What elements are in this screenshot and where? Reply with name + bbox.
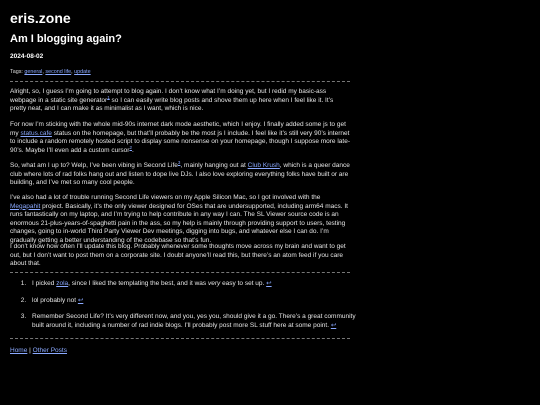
text: project. Basically, it’s the only viewer designed for OSes that are undersupported, including arm64 macs. It runs fantastically on my laptop, and I’m trying to help contribute in any way I can. The SL Viewer source code is an enormous 21-plus-years-of-spaghetti pain in the ass, so my help is mainly through providing support to users, testing changes, going to in-world Third Party Viewer Dev meetings, digging into bugs, and whatever else I can do. I’m gradually getting a better understanding of the codebase so that’s fun. xyxy=(10,202,348,244)
paragraph-aesthetic xyxy=(10,121,350,155)
divider xyxy=(10,338,350,339)
backref-link-2[interactable]: ↩ xyxy=(77,296,84,304)
backref-link-3[interactable]: ↩ xyxy=(330,321,337,329)
footnote-3 xyxy=(28,313,368,330)
footnotes-list xyxy=(10,280,368,338)
text: Alright, so, I guess I’m going to attempt to blog again. I don’t know what I’m doing yet, but I redid my basic-ass webpage in a static site generator xyxy=(10,88,327,104)
tag-link-general[interactable]: general xyxy=(24,69,43,75)
paragraph-megapahit xyxy=(10,194,350,246)
text: , mainly hanging out at xyxy=(180,162,248,169)
paragraph-intro xyxy=(10,88,350,114)
text: I’ve also had a lot of trouble running Second Life viewers on my Apple Silicon Mac, so I got involved with the xyxy=(10,194,321,201)
text: easy to set up. xyxy=(220,280,267,287)
tag-link-update[interactable]: update xyxy=(74,69,91,75)
zola-link[interactable]: zola xyxy=(56,280,69,287)
text: , which is a queer dance club where lots of rad folks hang out and listen to dope live DJs. I also love exploring everything folks have built or are building, and I’ve met so many cool people. xyxy=(10,162,350,187)
divider xyxy=(10,272,350,273)
footnote-ref-1[interactable]: 1 xyxy=(107,94,110,100)
text: For now I’m sticking with the whole mid-90s internet dark mode aesthetic, which I enjoy. I finally added some js to get my xyxy=(10,121,346,137)
status-cafe-link[interactable]: status.cafe xyxy=(20,129,52,137)
divider xyxy=(10,81,350,82)
megapahit-link[interactable]: Megapahit xyxy=(10,202,41,210)
site-title[interactable]: eris.zone xyxy=(10,10,71,26)
footer-nav xyxy=(10,347,67,356)
post-title: Am I blogging again? xyxy=(10,33,122,45)
text: lol probably not xyxy=(32,296,78,304)
paragraph-second-life xyxy=(10,159,350,188)
paragraph-update xyxy=(10,243,350,269)
footnote-2 xyxy=(28,297,368,306)
text: status on the homepage, but that’ll probably be the most js I include. I feel like it’s still very 90’s internet to include a random remotely hosted script to display some nonsense on your homepage, though I suppose more late-90’s. Maybe I’ll even add a custom cursor xyxy=(10,129,351,154)
footnote-1 xyxy=(28,280,368,289)
tag-link-second-life[interactable]: second life xyxy=(45,69,72,75)
footnote-ref-2[interactable]: 2 xyxy=(129,144,132,150)
home-link[interactable]: Home xyxy=(10,347,28,354)
backref-link-1[interactable]: ↩ xyxy=(266,280,272,287)
emphasis: very xyxy=(207,280,221,287)
text: , since I liked the templating the best, and it was xyxy=(68,280,208,287)
tag-separator: , xyxy=(42,69,46,75)
text: . xyxy=(131,146,134,154)
other-posts-link[interactable]: Other Posts xyxy=(32,347,67,354)
tag-separator: , xyxy=(71,69,75,75)
tags-label: Tags: xyxy=(10,69,25,75)
club-krush-link[interactable]: Club Krush xyxy=(247,162,280,169)
text: I picked xyxy=(32,280,57,287)
post-date: 2024-08-02 xyxy=(10,53,44,60)
text: Remember Second Life? It’s very different now, and you, yes you, should give it a go. There’s a great community built around it, including a number of rad indie blogs. I’ll probably post more SL stuff here at some point. xyxy=(32,313,356,329)
footer-separator: | xyxy=(27,347,33,354)
text: I don’t know how often I’ll update this blog. Probably whenever some thoughts move across my brain and want to get out, but I don’t want to post them on a corporate site. I doubt anyone’ll read this, but there’s an atom feed if you care about that. xyxy=(10,243,346,268)
text: so I can easily write blog posts and shove them up here when I feel like it. It’s pretty neat, and I can make it as minimalist as I want, which is nice. xyxy=(10,96,334,113)
footnote-ref-3[interactable]: 3 xyxy=(177,159,181,165)
tags xyxy=(10,68,91,77)
text: So, what am I up to? Welp, I’ve been vibing in Second Life xyxy=(10,162,178,169)
